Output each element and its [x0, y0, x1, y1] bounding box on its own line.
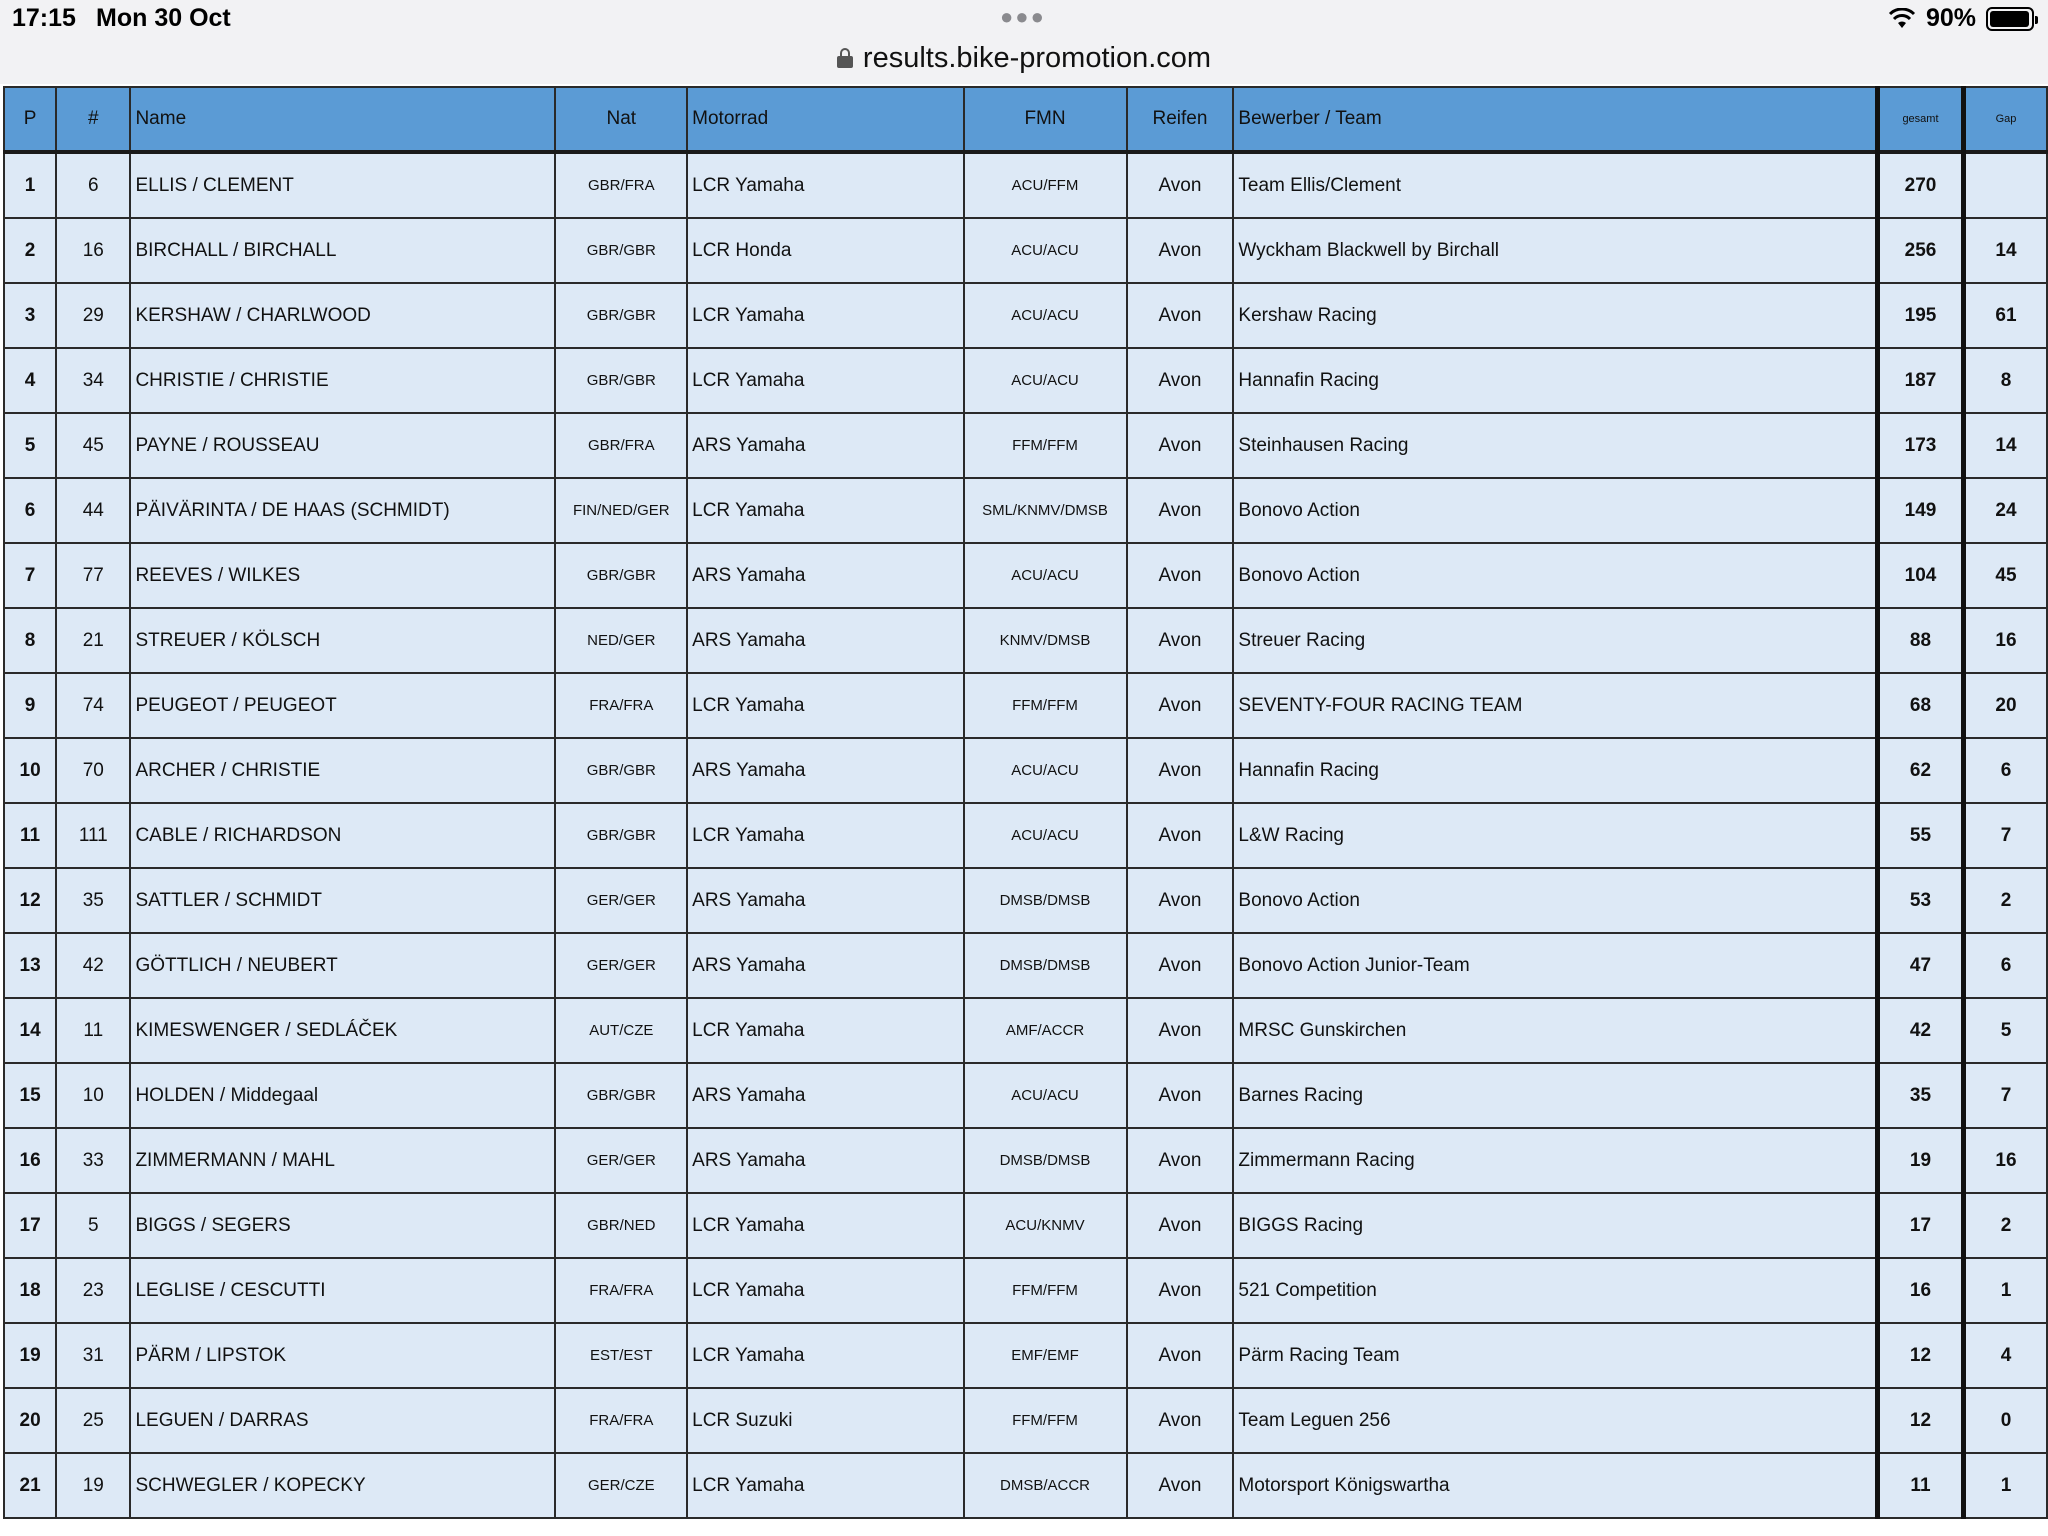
cell-number: 21 [56, 608, 130, 673]
battery-icon [1986, 7, 2034, 31]
cell-tyre: Avon [1127, 1128, 1234, 1193]
cell-motorrad: ARS Yamaha [687, 738, 963, 803]
cell-motorrad: LCR Yamaha [687, 803, 963, 868]
cell-fmn: KNMV/DMSB [964, 608, 1127, 673]
cell-number: 11 [56, 998, 130, 1063]
cell-position: 1 [4, 152, 56, 218]
cell-name: REEVES / WILKES [130, 543, 555, 608]
col-header-name: Name [130, 87, 555, 152]
cell-gap: 6 [1964, 933, 2048, 998]
cell-team: Motorsport Königswartha [1233, 1453, 1877, 1518]
cell-gap: 16 [1964, 608, 2048, 673]
cell-fmn: FFM/FFM [964, 673, 1127, 738]
cell-total: 11 [1877, 1453, 1963, 1518]
cell-tyre: Avon [1127, 478, 1234, 543]
cell-nationality: GBR/FRA [555, 413, 687, 478]
col-header-reifen: Reifen [1127, 87, 1234, 152]
cell-position: 17 [4, 1193, 56, 1258]
cell-tyre: Avon [1127, 1323, 1234, 1388]
cell-fmn: DMSB/DMSB [964, 1128, 1127, 1193]
table-row [4, 1128, 2047, 1193]
table-row [4, 543, 2047, 608]
cell-gap: 0 [1964, 1388, 2048, 1453]
cell-motorrad: LCR Yamaha [687, 998, 963, 1063]
cell-gap: 61 [1964, 283, 2048, 348]
cell-team: Kershaw Racing [1233, 283, 1877, 348]
cell-motorrad: LCR Yamaha [687, 673, 963, 738]
cell-gap: 24 [1964, 478, 2048, 543]
table-row [4, 1388, 2047, 1453]
cell-name: PÄIVÄRINTA / DE HAAS (SCHMIDT) [130, 478, 555, 543]
cell-team: Team Ellis/Clement [1233, 152, 1877, 218]
cell-name: ARCHER / CHRISTIE [130, 738, 555, 803]
cell-nationality: FRA/FRA [555, 673, 687, 738]
table-row [4, 933, 2047, 998]
cell-name: PÄRM / LIPSTOK [130, 1323, 555, 1388]
cell-tyre: Avon [1127, 1193, 1234, 1258]
cell-number: 5 [56, 1193, 130, 1258]
cell-number: 77 [56, 543, 130, 608]
cell-position: 11 [4, 803, 56, 868]
cell-team: Bonovo Action [1233, 478, 1877, 543]
cell-total: 173 [1877, 413, 1963, 478]
cell-tyre: Avon [1127, 413, 1234, 478]
cell-gap: 1 [1964, 1258, 2048, 1323]
cell-nationality: GBR/NED [555, 1193, 687, 1258]
cell-team: Team Leguen 256 [1233, 1388, 1877, 1453]
cell-gap: 8 [1964, 348, 2048, 413]
cell-tyre: Avon [1127, 543, 1234, 608]
table-row [4, 673, 2047, 738]
cell-position: 13 [4, 933, 56, 998]
cell-tyre: Avon [1127, 1258, 1234, 1323]
cell-tyre: Avon [1127, 673, 1234, 738]
cell-fmn: ACU/ACU [964, 1063, 1127, 1128]
table-row [4, 1453, 2047, 1518]
table-row [4, 348, 2047, 413]
table-row [4, 218, 2047, 283]
cell-nationality: GER/GER [555, 1128, 687, 1193]
col-header-gap: Gap [1964, 87, 2048, 152]
cell-motorrad: ARS Yamaha [687, 868, 963, 933]
cell-name: LEGUEN / DARRAS [130, 1388, 555, 1453]
cell-motorrad: LCR Yamaha [687, 152, 963, 218]
cell-nationality: GBR/GBR [555, 283, 687, 348]
cell-tyre: Avon [1127, 283, 1234, 348]
cell-motorrad: LCR Yamaha [687, 348, 963, 413]
lock-icon [837, 48, 853, 68]
cell-motorrad: LCR Honda [687, 218, 963, 283]
cell-total: 42 [1877, 998, 1963, 1063]
cell-number: 29 [56, 283, 130, 348]
wifi-icon [1888, 8, 1916, 30]
cell-total: 149 [1877, 478, 1963, 543]
cell-team: 521 Competition [1233, 1258, 1877, 1323]
cell-total: 12 [1877, 1323, 1963, 1388]
cell-motorrad: LCR Yamaha [687, 1193, 963, 1258]
cell-nationality: GBR/GBR [555, 803, 687, 868]
cell-team: Hannafin Racing [1233, 738, 1877, 803]
cell-nationality: GBR/FRA [555, 152, 687, 218]
cell-team: Pärm Racing Team [1233, 1323, 1877, 1388]
cell-tyre: Avon [1127, 738, 1234, 803]
cell-name: SATTLER / SCHMIDT [130, 868, 555, 933]
cell-fmn: DMSB/DMSB [964, 933, 1127, 998]
col-header-fmn: FMN [964, 87, 1127, 152]
cell-total: 256 [1877, 218, 1963, 283]
col-header-p: P [4, 87, 56, 152]
cell-nationality: FRA/FRA [555, 1388, 687, 1453]
cell-motorrad: ARS Yamaha [687, 608, 963, 673]
cell-fmn: EMF/EMF [964, 1323, 1127, 1388]
cell-name: GÖTTLICH / NEUBERT [130, 933, 555, 998]
cell-gap: 2 [1964, 1193, 2048, 1258]
cell-gap: 5 [1964, 998, 2048, 1063]
cell-position: 14 [4, 998, 56, 1063]
cell-total: 12 [1877, 1388, 1963, 1453]
cell-motorrad: ARS Yamaha [687, 413, 963, 478]
cell-motorrad: LCR Yamaha [687, 283, 963, 348]
cell-name: SCHWEGLER / KOPECKY [130, 1453, 555, 1518]
cell-number: 19 [56, 1453, 130, 1518]
cell-fmn: DMSB/ACCR [964, 1453, 1127, 1518]
cell-tyre: Avon [1127, 152, 1234, 218]
cell-gap: 14 [1964, 413, 2048, 478]
cell-nationality: NED/GER [555, 608, 687, 673]
status-time: 17:15 [12, 4, 76, 32]
cell-position: 2 [4, 218, 56, 283]
cell-gap: 45 [1964, 543, 2048, 608]
cell-team: L&W Racing [1233, 803, 1877, 868]
col-header-gesamt: gesamt [1877, 87, 1963, 152]
cell-gap: 2 [1964, 868, 2048, 933]
cell-team: Barnes Racing [1233, 1063, 1877, 1128]
table-row [4, 1258, 2047, 1323]
cell-fmn: AMF/ACCR [964, 998, 1127, 1063]
cell-name: ELLIS / CLEMENT [130, 152, 555, 218]
cell-tyre: Avon [1127, 1388, 1234, 1453]
cell-total: 16 [1877, 1258, 1963, 1323]
cell-nationality: GBR/GBR [555, 218, 687, 283]
cell-number: 74 [56, 673, 130, 738]
cell-number: 6 [56, 152, 130, 218]
cell-position: 5 [4, 413, 56, 478]
cell-tyre: Avon [1127, 803, 1234, 868]
cell-number: 23 [56, 1258, 130, 1323]
cell-nationality: GBR/GBR [555, 1063, 687, 1128]
cell-nationality: GBR/GBR [555, 543, 687, 608]
cell-number: 35 [56, 868, 130, 933]
cell-total: 62 [1877, 738, 1963, 803]
col-header-num: # [56, 87, 130, 152]
cell-fmn: ACU/ACU [964, 543, 1127, 608]
cell-team: Hannafin Racing [1233, 348, 1877, 413]
cell-fmn: ACU/FFM [964, 152, 1127, 218]
cell-name: STREUER / KÖLSCH [130, 608, 555, 673]
cell-position: 8 [4, 608, 56, 673]
cell-team: Streuer Racing [1233, 608, 1877, 673]
cell-gap: 6 [1964, 738, 2048, 803]
cell-nationality: FIN/NED/GER [555, 478, 687, 543]
cell-nationality: GER/GER [555, 933, 687, 998]
cell-total: 53 [1877, 868, 1963, 933]
cell-total: 47 [1877, 933, 1963, 998]
cell-total: 55 [1877, 803, 1963, 868]
more-dots-icon[interactable]: ●●● [1000, 4, 1046, 29]
cell-total: 104 [1877, 543, 1963, 608]
cell-gap: 20 [1964, 673, 2048, 738]
cell-position: 4 [4, 348, 56, 413]
table-row [4, 1193, 2047, 1258]
cell-position: 9 [4, 673, 56, 738]
cell-nationality: AUT/CZE [555, 998, 687, 1063]
table-row [4, 998, 2047, 1063]
cell-number: 10 [56, 1063, 130, 1128]
cell-position: 20 [4, 1388, 56, 1453]
cell-gap: 16 [1964, 1128, 2048, 1193]
cell-team: SEVENTY-FOUR RACING TEAM [1233, 673, 1877, 738]
cell-name: LEGLISE / CESCUTTI [130, 1258, 555, 1323]
cell-fmn: FFM/FFM [964, 1388, 1127, 1453]
table-row [4, 478, 2047, 543]
cell-tyre: Avon [1127, 1453, 1234, 1518]
status-right [1888, 4, 2034, 33]
cell-motorrad: ARS Yamaha [687, 933, 963, 998]
cell-fmn: SML/KNMV/DMSB [964, 478, 1127, 543]
cell-position: 7 [4, 543, 56, 608]
table-row [4, 608, 2047, 673]
cell-total: 187 [1877, 348, 1963, 413]
cell-motorrad: LCR Suzuki [687, 1388, 963, 1453]
cell-tyre: Avon [1127, 218, 1234, 283]
cell-position: 19 [4, 1323, 56, 1388]
cell-gap: 1 [1964, 1453, 2048, 1518]
cell-number: 70 [56, 738, 130, 803]
cell-team: Bonovo Action Junior-Team [1233, 933, 1877, 998]
status-date: Mon 30 Oct [96, 4, 231, 32]
cell-nationality: GER/GER [555, 868, 687, 933]
cell-motorrad: LCR Yamaha [687, 1258, 963, 1323]
cell-motorrad: ARS Yamaha [687, 1128, 963, 1193]
cell-number: 25 [56, 1388, 130, 1453]
cell-name: HOLDEN / Middegaal [130, 1063, 555, 1128]
cell-gap: 7 [1964, 803, 2048, 868]
cell-number: 45 [56, 413, 130, 478]
cell-team: MRSC Gunskirchen [1233, 998, 1877, 1063]
cell-position: 15 [4, 1063, 56, 1128]
cell-total: 17 [1877, 1193, 1963, 1258]
cell-position: 18 [4, 1258, 56, 1323]
cell-total: 68 [1877, 673, 1963, 738]
cell-team: Steinhausen Racing [1233, 413, 1877, 478]
table-row [4, 803, 2047, 868]
table-row [4, 868, 2047, 933]
cell-fmn: FFM/FFM [964, 1258, 1127, 1323]
cell-fmn: ACU/KNMV [964, 1193, 1127, 1258]
cell-number: 44 [56, 478, 130, 543]
results-body [4, 152, 2047, 1518]
cell-total: 19 [1877, 1128, 1963, 1193]
cell-motorrad: LCR Yamaha [687, 1453, 963, 1518]
cell-number: 111 [56, 803, 130, 868]
cell-fmn: DMSB/DMSB [964, 868, 1127, 933]
cell-gap: 4 [1964, 1323, 2048, 1388]
cell-fmn: ACU/ACU [964, 738, 1127, 803]
cell-position: 12 [4, 868, 56, 933]
table-row [4, 413, 2047, 478]
cell-tyre: Avon [1127, 933, 1234, 998]
cell-motorrad: LCR Yamaha [687, 1323, 963, 1388]
cell-position: 21 [4, 1453, 56, 1518]
cell-gap [1964, 152, 2048, 218]
cell-position: 6 [4, 478, 56, 543]
cell-total: 195 [1877, 283, 1963, 348]
cell-position: 10 [4, 738, 56, 803]
cell-number: 33 [56, 1128, 130, 1193]
cell-motorrad: ARS Yamaha [687, 543, 963, 608]
cell-number: 16 [56, 218, 130, 283]
cell-team: Wyckham Blackwell by Birchall [1233, 218, 1877, 283]
table-row [4, 738, 2047, 803]
cell-team: Bonovo Action [1233, 868, 1877, 933]
table-row [4, 152, 2047, 218]
cell-fmn: ACU/ACU [964, 283, 1127, 348]
cell-name: PAYNE / ROUSSEAU [130, 413, 555, 478]
table-row [4, 283, 2047, 348]
cell-nationality: GBR/GBR [555, 738, 687, 803]
cell-name: BIRCHALL / BIRCHALL [130, 218, 555, 283]
cell-name: CHRISTIE / CHRISTIE [130, 348, 555, 413]
cell-fmn: ACU/ACU [964, 803, 1127, 868]
cell-position: 3 [4, 283, 56, 348]
cell-name: ZIMMERMANN / MAHL [130, 1128, 555, 1193]
cell-motorrad: ARS Yamaha [687, 1063, 963, 1128]
battery-percent: 90% [1925, 4, 1976, 32]
col-header-motorrad: Motorrad [687, 87, 963, 152]
cell-fmn: ACU/ACU [964, 218, 1127, 283]
cell-total: 270 [1877, 152, 1963, 218]
cell-nationality: EST/EST [555, 1323, 687, 1388]
cell-nationality: GBR/GBR [555, 348, 687, 413]
results-table [3, 86, 2048, 1519]
col-header-nat: Nat [555, 87, 687, 152]
cell-team: Zimmermann Racing [1233, 1128, 1877, 1193]
cell-fmn: ACU/ACU [964, 348, 1127, 413]
cell-name: PEUGEOT / PEUGEOT [130, 673, 555, 738]
cell-position: 16 [4, 1128, 56, 1193]
cell-team: Bonovo Action [1233, 543, 1877, 608]
cell-tyre: Avon [1127, 608, 1234, 673]
url-text[interactable]: results.bike-promotion.com [862, 41, 1212, 74]
table-row [4, 1323, 2047, 1388]
cell-tyre: Avon [1127, 1063, 1234, 1128]
cell-nationality: GER/CZE [555, 1453, 687, 1518]
cell-nationality: FRA/FRA [555, 1258, 687, 1323]
cell-fmn: FFM/FFM [964, 413, 1127, 478]
address-bar[interactable] [0, 38, 2048, 78]
cell-motorrad: LCR Yamaha [687, 478, 963, 543]
cell-name: CABLE / RICHARDSON [130, 803, 555, 868]
cell-gap: 14 [1964, 218, 2048, 283]
cell-number: 34 [56, 348, 130, 413]
cell-gap: 7 [1964, 1063, 2048, 1128]
header-row [4, 87, 2047, 152]
cell-number: 42 [56, 933, 130, 998]
cell-tyre: Avon [1127, 998, 1234, 1063]
cell-team: BIGGS Racing [1233, 1193, 1877, 1258]
cell-number: 31 [56, 1323, 130, 1388]
cell-tyre: Avon [1127, 348, 1234, 413]
cell-name: KIMESWENGER / SEDLÁČEK [130, 998, 555, 1063]
cell-tyre: Avon [1127, 868, 1234, 933]
cell-total: 88 [1877, 608, 1963, 673]
col-header-team: Bewerber / Team [1233, 87, 1877, 152]
cell-name: BIGGS / SEGERS [130, 1193, 555, 1258]
cell-total: 35 [1877, 1063, 1963, 1128]
cell-name: KERSHAW / CHARLWOOD [130, 283, 555, 348]
table-row [4, 1063, 2047, 1128]
